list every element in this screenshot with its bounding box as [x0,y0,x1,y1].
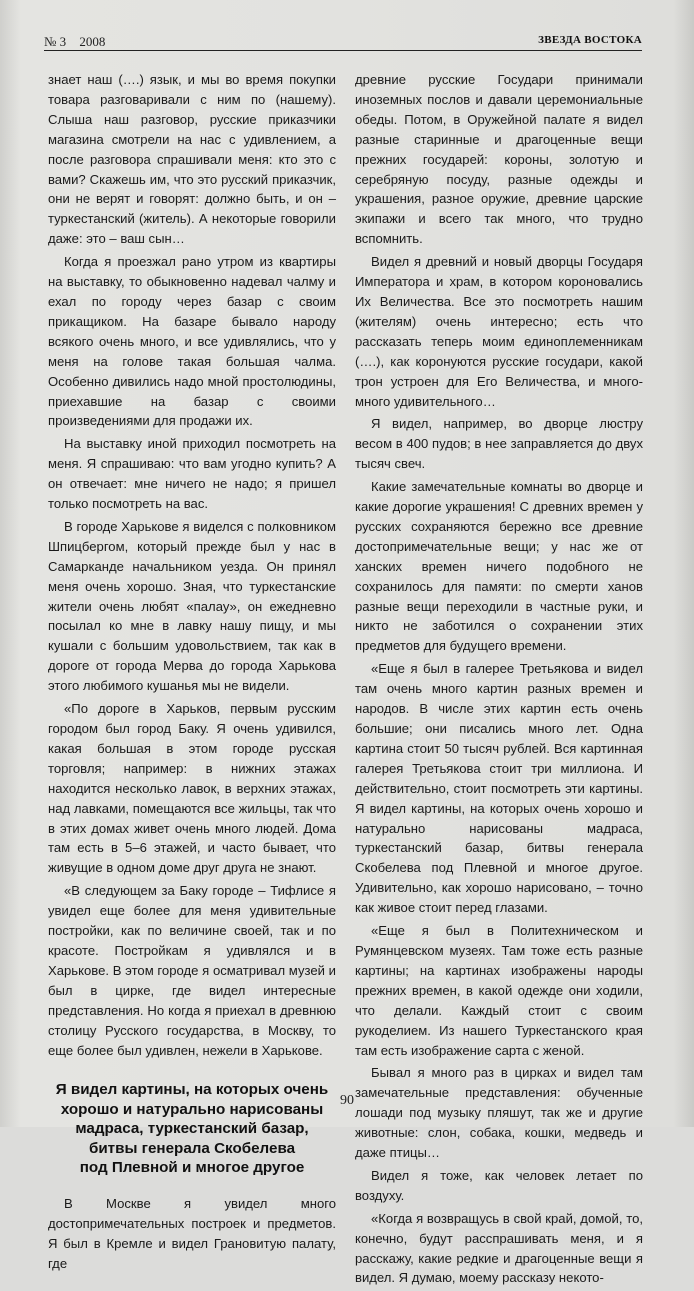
page-number: 90 [340,1093,354,1108]
heading-line: под Плевной и многое другое [79,1159,305,1177]
paragraph: Когда я проезжал рано утром из квартиры на выставку, то обыкновенно надевал чалму и ехал по городу через базар с своим прикащиком. На базаре бывало народу всякого очень много, и все удивлялись, что у меня на голове такая большая чалма. Особенно дивились надо мной простолюдины, приехавшие на базар с своими произведениями для продажи их. [48,254,336,429]
paragraph: Какие замечательные комнаты во дворце и какие дорогие украшения! С древних времен у русских сохраняются бережно все древние достопримечательные вещи; у нас же от ханских времен ничего подобного не сохранилось для памяти: по смерти ханов разные вещи переходили в частные руки, и никто не заботился о сохранении этих предметов для будущего времени. [355,479,643,654]
magazine-title: ЗВЕЗДА ВОСТОКА [538,34,642,46]
paragraph: «Еще я был в Политехническом и Румянцевском музеях. Там тоже есть разные картины; на картинах изображены народы прежних времен, в какой одежде они ходили, что делали. Каждый стоит с своим рукоделием. Из нашего Туркестанского края там есть изображение сарта с женой. [355,923,643,1058]
paragraph: На выставку иной приходил посмотреть на меня. Я спрашиваю: что вам угодно купить? А он отвечает: мне ничего не надо; я пришел только посмотреть на вас. [48,436,336,512]
paragraph: В городе Харькове я виделся с полковником Шпицбергом, который прежде был у нас в Самарканде начальником уезда. Он принял меня очень хорошо. Зная, что туркестанские жители очень любят «палау», он ежедневно посылал ко мне в лавку нашу пищу, и мы кушали с большим удовольствием, так как в дороге от города Мерва до города Харькова этого любимого кушанья мы не видели. [48,518,336,694]
paragraph: Я видел, например, во дворце люстру весом в 400 пудов; в нее заправляется до двух тысяч свеч. [355,416,643,472]
paragraph: Видел я древний и новый дворцы Государя Императора и храм, в котором короновались Их Величества. Все это посмотреть нашим (жителям) очень интересно; есть что рассказать теперь моим единоплеменникам (….), как коронуются русские государи, какой трон устроен для Его Величества, и много-много удивительного… [355,254,643,409]
heading-line: хорошо и натурально нарисованы [60,1100,324,1118]
heading-line: Я видел картины, на которых очень [55,1081,329,1099]
issue-info [44,34,115,50]
paragraph: «Когда я возвращусь в свой край, домой, то, конечно, будут расспрашивать меня, и я расскажу, какие редкие и драгоценные вещи я видел. Я думаю, моему рассказу некото- [355,1210,643,1286]
paragraph: Бывал я много раз в цирках и видел там замечательные представления: обученные лошади под музыку пляшут, так же и другие животные: слон, собака, кошки, медведь и даже птицы… [355,1065,643,1161]
issue-year: 2008 [79,34,106,49]
paragraph: Видел я тоже, как человек летает по воздуху. [355,1167,643,1203]
paragraph: В Москве я увидел много достопримечательных построек и предметов. Я был в Кремле и видел Грановитую палату, где [48,1195,336,1271]
heading-line: битвы генерала Скобелева [88,1139,296,1157]
paragraph: «По дороге в Харьков, первым русским городом был город Баку. Я очень удивился, какая большая в этом городе русская торговля; например: в нижних этажах находится несколько лавок, в верхних этажах, над лавками, помещаются все жильцы, так что в этих домах живет очень много людей. Дома там есть в 5–6 этажей, и часто бывает, что живущие в одном доме друг друга не знают. [48,701,336,876]
heading-line: мадраса, туркестанский базар, [75,1120,309,1138]
paragraph: древние русские Государи принимали иноземных послов и давали церемониальные обеды. Потом, в Оружейной палате я видел разные старинные и драгоценные вещи прежних государей: короны, золотую и серебряную посуду, разные одежды и украшения, разное оружие, древние царские экипажи и всего так много, что трудно вспомнить. [355,72,643,247]
paragraph: «Еще я был в галерее Третьякова и видел там очень много картин разных времен и народов. В числе этих картин есть очень большие; они писались много лет. Одна картина стоит 50 тысяч рублей. Вся картинная галерея Третьякова стоит три миллиона. И действительно, стоит посмотреть эти картины. Я видел картины, на которых очень хорошо и натурально нарисованы мадраса, туркестанский базар, битвы генерала Скобелева под Плевной и многое другое. Удивительно, как хорошо нарисовано, – точно как живое стоит перед глазами. [355,661,643,916]
running-header [44,34,642,51]
issue-number: № 3 [44,34,67,49]
paragraph: «В следующем за Баку городе – Тифлисе я увидел еще более для меня удивительные постройки, как по величине своей, так и по красоте. Постройкам я удивлялся и в Харькове. В этом городе я осматривал музей и был в цирке, где видел интересные представления. Но когда я приехал в древнюю столицу Русского государства, в Москву, то еще более был удивлен, нежели в Харькове. [48,883,336,1058]
paragraph: знает наш (….) язык, и мы во время покупки товара разговаривали с ним по (нашему). Слыша наш разговор, русские приказчики магазина смотрели на нас с удивлением, а после разговора спрашивали меня: кто это с вами? Скажешь им, что это русский приказчик, они не верят и говорят: должно быть, и он – туркестанский (житель). А некоторые говорили даже: это – ваш сын… [48,72,336,247]
